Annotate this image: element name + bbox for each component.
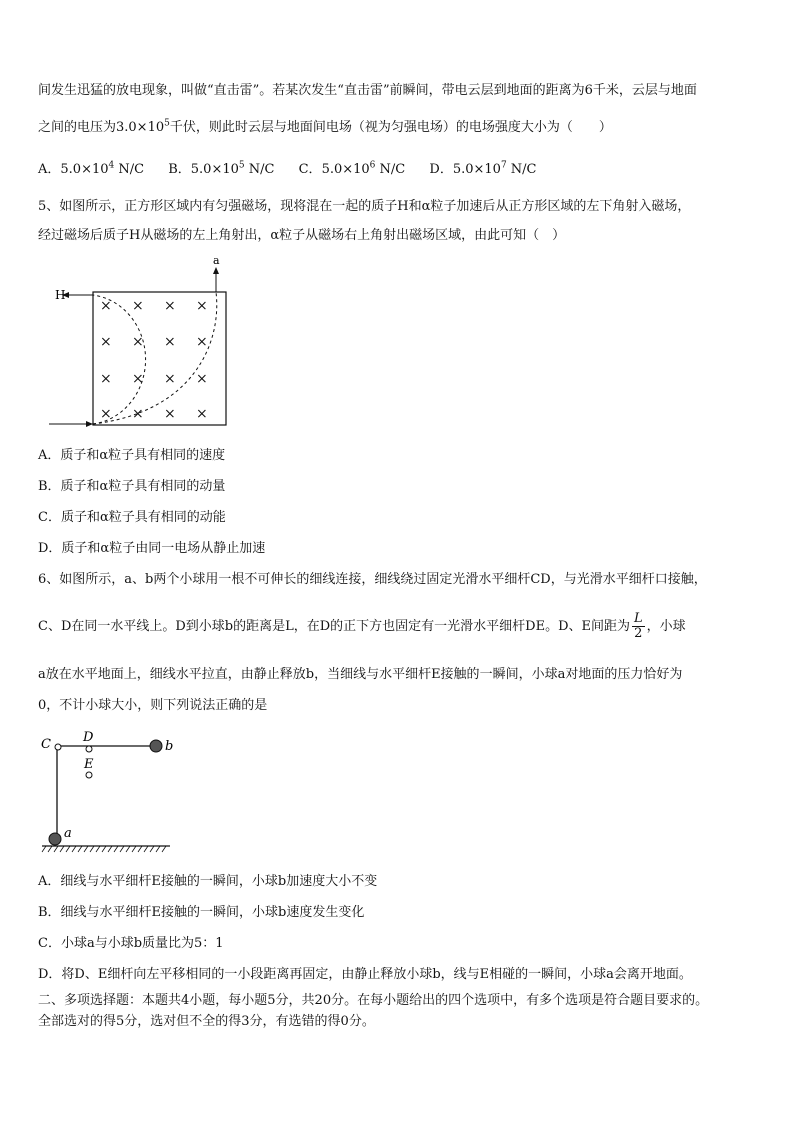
field-cross: × [164,298,176,314]
field-cross: × [132,406,144,422]
q4-stem-line2 [38,119,612,137]
ball-b [150,740,162,752]
q6-option-a[interactable]: A．细线与水平细杆E接触的一瞬间，小球b加速度大小不变 [38,874,378,889]
q4-stem-line2-post: 千伏，则此时云层与地面间电场（视为匀强电场）的电场强度大小为（ ） [169,120,612,135]
section2-instructions-line2: 全部选对的得5分，选对但不全的得3分，有选错的得0分。 [38,1014,375,1029]
label-b: b [165,739,174,754]
q6-stem-line2-pre: C、D在同一水平线上。D到小球b的距离是L，在D的正下方也固定有一光滑水平细杆DE。D、E间距为 [38,619,630,634]
field-cross: × [164,334,176,350]
label-c: C [41,737,51,752]
q5-option-b[interactable]: B．质子和α粒子具有相同的动量 [38,479,226,494]
q4-stem-line1: 间发生迅猛的放电现象，叫做“直击雷”。若某次发生“直击雷”前瞬间，带电云层到地面的距离为6千米，云层与地面 [38,83,697,98]
q6-stem-line1: 6、如图所示，a、b两个小球用一根不可伸长的细线连接，细线绕过固定光滑水平细杆CD，与光滑水平细杆口接触， [38,572,707,587]
field-cross: × [132,298,144,314]
q5-magnetic-field-figure [44,252,244,432]
q6-option-b[interactable]: B．细线与水平细杆E接触的一瞬间，小球b速度发生变化 [38,905,365,920]
q5-stem-line2: 经过磁场后质子H从磁场的左上角射出，α粒子从磁场右上角射出磁场区域，由此可知（ ） [38,228,566,243]
q4-option-b[interactable]: B．$5.0\times 10^5$ N/C [168,160,275,177]
q4-option-c[interactable]: C．$5.0\times 10^6$ N/C [298,160,406,177]
field-cross: × [132,371,144,387]
q4-stem-line2-pre: 之间的电压为3.0×10 [38,120,165,135]
field-cross: × [196,371,208,387]
field-cross: × [100,298,112,314]
q5-option-d[interactable]: D．质子和α粒子由同一电场从静止加速 [38,541,266,556]
field-cross: × [196,298,208,314]
q5-stem-line1: 5、如图所示，正方形区域内有匀强磁场，现将混在一起的质子H和α粒子加速后从正方形区域的左下角射入磁场， [38,199,691,214]
field-cross: × [100,334,112,350]
field-cross: × [100,371,112,387]
q6-stem-line4: 0，不计小球大小，则下列说法正确的是 [38,698,268,713]
alpha-exit-arrowhead [213,267,219,274]
label-a: a [64,826,72,841]
field-cross: × [196,406,208,422]
incident-arrowhead [86,421,93,427]
ball-a [49,833,61,845]
label-a: a [213,254,220,267]
q4-option-d[interactable]: D．$5.0\times 10^7$ N/C [429,160,537,177]
proton-trajectory [93,295,146,424]
q6-stem-line2-post: ，小球 [646,619,686,634]
label-e: E [84,757,94,772]
label-h: H [55,288,66,302]
ground-hatch [42,846,166,852]
q4-options [38,160,557,180]
q6-option-d[interactable]: D．将D、E细杆向左平移相同的一小段距离再固定，由静止释放小球b，线与E相碰的一瞬间，小球a会离开地面。 [38,967,692,982]
field-crosses [100,298,208,422]
q6-stem-line3: a放在水平地面上，细线水平拉直，由静止释放b，当细线与水平细杆E接触的一瞬间，小球a对地面的压力恰好为 [38,667,683,682]
q6-rod-ball-figure [38,728,188,856]
field-cross: × [196,334,208,350]
section2-instructions-line1: 二、多项选择题：本题共4小题，每小题5分，共20分。在每小题给出的四个选项中，有多个选项是符合题目要求的。 [38,993,709,1008]
q4-option-a[interactable]: A．$5.0\times 10^4$ N/C [38,160,145,177]
rod-c [55,744,61,750]
rod-e [86,772,92,778]
field-cross: × [100,406,112,422]
q5-option-a[interactable]: A．质子和α粒子具有相同的速度 [38,448,226,463]
label-d: D [83,730,94,745]
q5-option-c[interactable]: C．质子和α粒子具有相同的动能 [38,510,226,525]
field-cross: × [164,371,176,387]
q4-stem-exponent: 5 [164,118,170,129]
rod-d [86,746,92,752]
field-cross: × [132,334,144,350]
fraction-l-over-2: $\frac{L}{2}$ [634,611,643,641]
q6-option-c[interactable]: C．小球a与小球b质量比为5：1 [38,936,224,951]
q6-stem-line2 [38,610,686,644]
field-cross: × [164,406,176,422]
